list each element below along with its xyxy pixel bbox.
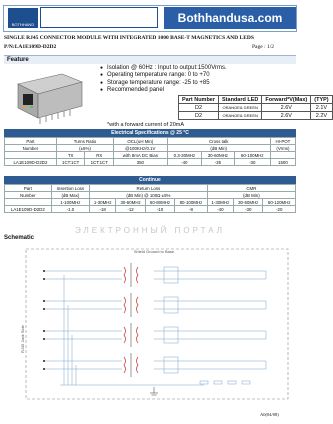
elec-header: Turns Ratio xyxy=(56,138,113,145)
feature-item: ● Storage temperature range: -25 to +85 xyxy=(100,80,227,87)
elec-cell: -30 xyxy=(234,159,270,166)
elec-header: OCL(uH Min) xyxy=(114,138,168,145)
cont-header: 60-80MHz xyxy=(145,199,174,206)
cont-header xyxy=(5,199,52,206)
schematic-side-label: RJ45 Jack Side xyxy=(20,325,25,353)
cont-header: 1-30MHz xyxy=(90,199,116,206)
continue-table xyxy=(4,184,296,213)
led-col-forward: Forward*V(Max) xyxy=(262,96,311,104)
elec-header xyxy=(270,152,295,159)
cont-header: (dB Min) @ 100Ω ±5% xyxy=(90,192,208,199)
cont-header: Insertion Loss xyxy=(51,185,89,192)
elec-header: Cross talk xyxy=(167,138,270,145)
elec-cell: LA1E109D-D2D2 xyxy=(5,159,57,166)
elec-header xyxy=(5,152,57,159)
led-note: *with a forward current of 20mA xyxy=(107,122,185,128)
cont-header: 30-60MHz xyxy=(234,199,263,206)
electrical-spec-table xyxy=(4,137,296,166)
logo-label: BOTHHAND xyxy=(11,22,35,27)
elec-header: 30-60MHz xyxy=(202,152,235,159)
elec-header: 60-100MHz xyxy=(234,152,270,159)
feature-list xyxy=(100,65,227,95)
schematic-pins xyxy=(43,270,45,370)
continue-heading: Continue xyxy=(4,176,296,184)
cont-header: Return Loss xyxy=(90,185,208,192)
elec-header: (Vrms) xyxy=(270,145,295,152)
cont-cell: -10 xyxy=(145,206,174,213)
feature-heading: Feature xyxy=(4,55,296,64)
header-blank-box xyxy=(40,7,158,28)
cont-header: Number xyxy=(5,192,52,199)
cont-header: 80-100MHz xyxy=(175,199,208,206)
part-number: P/N:LA1E109D-D2D2 xyxy=(4,44,57,50)
connector-photo xyxy=(10,66,90,126)
ground-symbol xyxy=(150,387,158,395)
led-col-standard: Standard LED xyxy=(219,96,262,104)
led-col-typ: (TYP) xyxy=(311,96,332,104)
elec-header: HI-POT xyxy=(270,138,295,145)
led-cell: 2.1V xyxy=(311,104,332,112)
cont-cell: -18 xyxy=(90,206,116,213)
schematic-frame xyxy=(26,249,288,399)
cont-cell: -1.0 xyxy=(51,206,89,213)
revision-code: A0(04/08) xyxy=(260,412,279,417)
led-cell: ORANGE& GREEN xyxy=(219,112,262,120)
elec-header: 0.3-30MHz xyxy=(167,152,201,159)
cont-cell: -40 xyxy=(207,206,233,213)
elec-cell: 1CT:1CT xyxy=(56,159,85,166)
elec-header: TX xyxy=(56,152,85,159)
led-table xyxy=(178,95,333,120)
led-cell: 2.6V xyxy=(262,104,311,112)
page-number: Page : 1/2 xyxy=(252,44,274,50)
led-cell: 2.6V xyxy=(262,112,311,120)
elec-header: Part xyxy=(5,138,57,145)
brand-banner[interactable]: Bothhandusa.com xyxy=(164,7,296,29)
cont-header: 1-30MHz xyxy=(207,199,233,206)
led-cell: ORANGE& GREEN xyxy=(219,104,262,112)
elec-cell: 1CT:1CT xyxy=(85,159,114,166)
cont-header: CMR xyxy=(207,185,295,192)
schematic-heading: Schematic xyxy=(4,235,35,241)
elec-header: with 8mA DC Bias xyxy=(114,152,168,159)
termination-resistors xyxy=(200,381,250,384)
cont-cell: -20 xyxy=(263,206,296,213)
led-cell: 2.2V xyxy=(311,112,332,120)
cont-header: Part xyxy=(5,185,52,192)
elec-cell: -35 xyxy=(202,159,235,166)
elec-header: @100KHz/0.1V xyxy=(114,145,168,152)
elec-header: Number xyxy=(5,145,57,152)
watermark: ЭЛЕКТРОННЫЙ ПОРТАЛ xyxy=(75,226,225,235)
feature-item: ● Operating temperature range: 0 to +70 xyxy=(100,72,227,79)
cont-header: 60-120MHz xyxy=(263,199,296,206)
cont-cell: LA1E109D-D2D2 xyxy=(5,206,52,213)
common-mode-chokes xyxy=(164,267,178,373)
led-cell: D2 xyxy=(179,112,219,120)
document-title: SINGLE RJ45 CONNECTOR MODULE WITH INTEGRATED 1000 BASE-T MAGNETICS AND LEDS xyxy=(4,35,254,41)
schematic-diagram xyxy=(4,243,296,403)
schematic-caption: Shield Ground to Base xyxy=(133,249,175,254)
elec-cell: 350 xyxy=(114,159,168,166)
feature-item: ● Recommended panel xyxy=(100,87,227,94)
elec-cell: -40 xyxy=(167,159,201,166)
elec-header: (dB Min) xyxy=(167,145,270,152)
elec-cell: 1500 xyxy=(270,159,295,166)
cont-header: 30-60MHz xyxy=(116,199,145,206)
feature-item: ● Isolation @ 60Hz : Input to output:1500Vrms. xyxy=(100,65,227,72)
cont-cell: -12 xyxy=(116,206,145,213)
cont-cell: -8 xyxy=(175,206,208,213)
schematic-wires xyxy=(44,271,266,385)
elec-header: (±5%) xyxy=(56,145,113,152)
cont-header: (dB Min) xyxy=(207,192,295,199)
led-cell: D2 xyxy=(179,104,219,112)
elec-header: RX xyxy=(85,152,114,159)
cont-cell: -30 xyxy=(234,206,263,213)
cont-header: 1-100MHz xyxy=(51,199,89,206)
led-col-part: Part Number xyxy=(179,96,219,104)
cont-header: (dB Max) xyxy=(51,192,89,199)
electrical-spec-heading: Electrical Specifications @ 25 °C xyxy=(4,129,296,137)
